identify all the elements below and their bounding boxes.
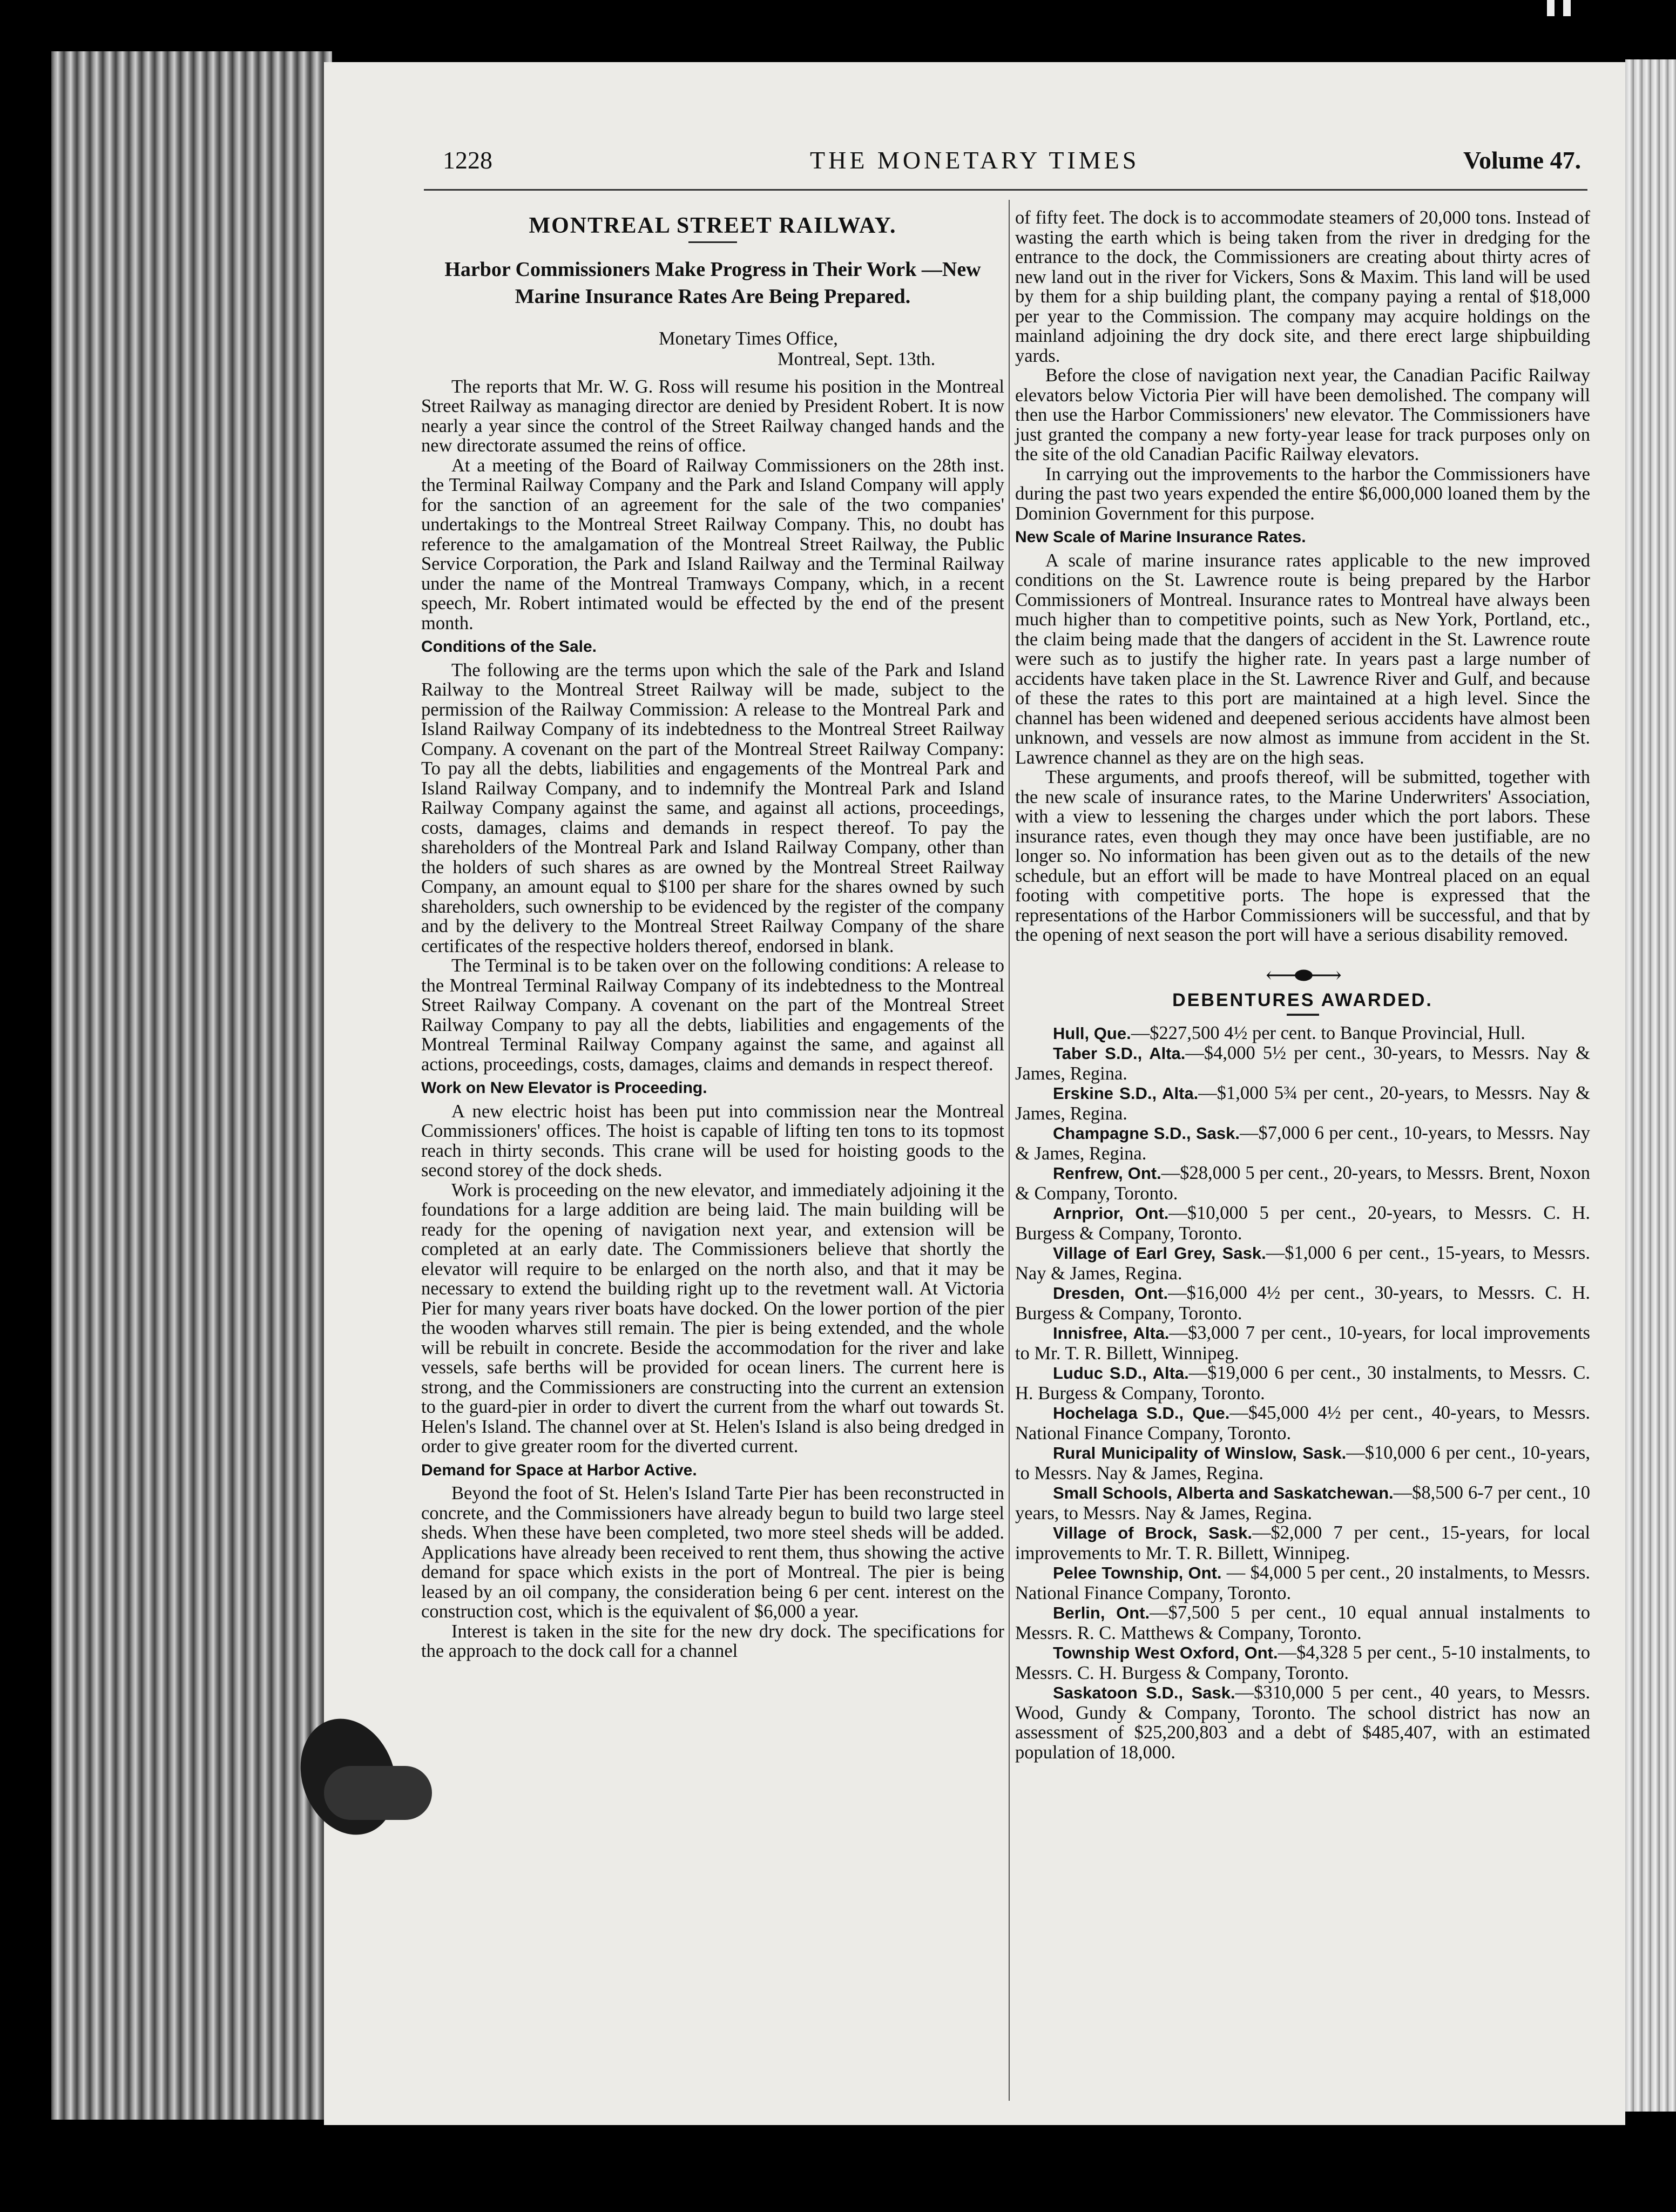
paragraph: The reports that Mr. W. G. Ross will resume his position in the Montreal Street Railway as managing director are denied by President Robert. It is now nearly a year since the control of the Street Railway changed hands and the new directorate assumed the reins of office. xyxy=(421,376,1004,456)
volume-label: Volume 47. xyxy=(1463,146,1582,174)
next-page-edge xyxy=(1625,59,1676,2112)
debenture-item: Saskatoon S.D., Sask.—$310,000 5 per cent., 40 years, to Messrs. Wood, Gundy & Company, Toronto. The school district has now an assessment of $25,200,803 and a debt of $485,407, with an estimated population of 18,000. xyxy=(1015,1682,1590,1763)
paragraph: Before the close of navigation next year, the Canadian Pacific Railway elevators below Victoria Pier will have been demolished. The company will then use the Harbor Commissioners' new elevator. The Commissioners have just granted the company a new forty-year lease for track purposes only on the site of the old Canadian Pacific Railway elevators. xyxy=(1015,365,1590,464)
debenture-item: Village of Brock, Sask.—$2,000 7 per cent., 15-years, for local improvements to Mr. T. R. Billett, Winnipeg. xyxy=(1015,1522,1590,1563)
title-rule xyxy=(688,241,737,243)
paragraph: A scale of marine insurance rates applicable to the new improved conditions on the St. Lawrence route is being prepared by the Harbor Commissioners of Montreal. Insurance rates to Montreal have always been much higher than to competitive points, such as New York, Portland, etc., the claim being made that the dangers of accident in the St. Lawrence route were such as to justify the higher rate. In years past a large number of accidents have taken place in the St. Lawrence River and Gulf, and because of these the rates to this port are maintained at a high level. Since the channel has been widened and deepened serious accidents have almost been unknown, and vessels are now almost as immune from accident in the St. Lawrence channel as they are on the high seas. xyxy=(1015,550,1590,768)
debenture-item: Rural Municipality of Winslow, Sask.—$10,000 6 per cent., 10-years, to Messrs. Nay & James, Regina. xyxy=(1015,1442,1590,1483)
paragraph: Beyond the foot of St. Helen's Island Tarte Pier has been reconstructed in concrete, and the Commissioners have already begun to build two large steel sheds. When these have been completed, two more steel sheds will be added. Applications have already been received to rent them, thus showing the active demand for space which exists in the port of Montreal. The pier is being leased by an oil company, the consideration being 6 per cent. interest on the construction cost, which is the equivalent of $6,000 a year. xyxy=(421,1483,1004,1622)
page-number: 1228 xyxy=(443,146,492,174)
publication-title: THE MONETARY TIMES xyxy=(810,146,1140,174)
debenture-item: Arnprior, Ont.—$10,000 5 per cent., 20-years, to Messrs. C. H. Burgess & Company, Toronto. xyxy=(1015,1203,1591,1244)
debentures-title: DEBENTURES AWARDED. xyxy=(1172,990,1433,1010)
debenture-item: Hochelaga S.D., Que.—$45,000 4½ per cent., 40-years, to Messrs. National Finance Company, Toronto. xyxy=(1015,1402,1590,1444)
article-subtitle: Harbor Commissioners Make Progress in Their Work —New Marine Insurance Rates Are Being Prepared. xyxy=(444,258,981,308)
paragraph: of fifty feet. The dock is to accommodate steamers of 20,000 tons. Instead of wasting the earth which is being taken from the river in dredging for the entrance to the dock, the Commissioners are creating about thirty acres of new land out in the river for Vickers, Sons & Maxim. This land will be used by them for a ship building plant, the company paying a rental of $18,000 per year to the Commission. The company may acquire holdings on the mainland adjoining the dry dock site, and there erect large shipbuilding yards. xyxy=(1015,207,1590,366)
debenture-item: Innisfree, Alta.—$3,000 7 per cent., 10-years, for local improvements to Mr. T. R. Billett, Winnipeg. xyxy=(1015,1323,1590,1364)
debenture-item: Taber S.D., Alta.—$4,000 5½ per cent., 30-years, to Messrs. Nay & James, Regina. xyxy=(1015,1043,1590,1084)
paragraph: Interest is taken in the site for the new dry dock. The specifications for the approach to the dock call for a channel xyxy=(421,1621,1004,1661)
debentures-list xyxy=(1015,1023,1590,1763)
paragraph: These arguments, and proofs thereof, will be submitted, together with the new scale of insurance rates, to the Marine Underwriters' Association, with a view to lessening the charges under which the port labors. These insurance rates, even though they may once have been justifiable, are no longer so. No information has been given out as to the details of the new schedule, but an effort will be made to have Montreal placed on an equal footing with competitive ports. The hope is expressed that the representations of the Harbor Commissioners will be successful, and that by the opening of next season the port will have a serious disability removed. xyxy=(1015,767,1590,945)
paragraph: In carrying out the improvements to the harbor the Commissioners have during the past two years expended the entire $6,000,000 loaned them by the Dominion Government for this purpose. xyxy=(1015,463,1590,524)
left-column xyxy=(421,208,1004,1661)
dateline-office: Monetary Times Office, xyxy=(659,328,838,349)
film-mark xyxy=(1563,0,1571,16)
debenture-item: Berlin, Ont.—$7,500 5 per cent., 10 equal annual instalments to Messrs. R. C. Matthews & Company, Toronto. xyxy=(1015,1602,1590,1643)
debenture-item: Luduc S.D., Alta.—$19,000 6 per cent., 30 instalments, to Messrs. C. H. Burgess & Company, Toronto. xyxy=(1015,1363,1590,1404)
section-heading: Conditions of the Sale. xyxy=(421,638,597,656)
debenture-item: Small Schools, Alberta and Saskatchewan.—$8,500 6-7 per cent., 10 years, to Messrs. Nay & James, Regina. xyxy=(1015,1482,1590,1523)
debentures-rule xyxy=(1287,1014,1319,1016)
debenture-item: Erskine S.D., Alta.—$1,000 5¾ per cent., 20-years, to Messrs. Nay & James, Regina. xyxy=(1015,1083,1590,1124)
debenture-item: Hull, Que.—$227,500 4½ per cent. to Banque Provincial, Hull. xyxy=(1053,1022,1525,1043)
paragraph: A new electric hoist has been put into commission near the Montreal Commissioners' offices. The hoist is capable of lifting ten tons to its topmost reach in thirty seconds. This crane will be used for hoisting goods to the second storey of the dock sheds. xyxy=(421,1101,1004,1181)
paragraph: At a meeting of the Board of Railway Commissioners on the 28th inst. the Terminal Railway Company and the Park and Island Company will apply for the sanction of an agreement for the sale of the two companies' undertakings to the Montreal Street Railway Company. This, no doubt has reference to the amalgamation of the Montreal Street Railway, the Public Service Corporation, the Park and Island Railway and the Terminal Railway under the name of the Montreal Tramways Company, which, in a recent speech, Mr. Robert intimated would be effected by the end of the present month. xyxy=(421,455,1004,633)
paragraph: The Terminal is to be taken over on the following conditions: A release to the Montreal Terminal Railway Company of its indebtedness to the Montreal Street Railway Company. A covenant on the part of the Montreal Street Railway Company to pay all the debts, liabilities and engagements of the Montreal Terminal Railway Company against the same, and against all actions, proceedings, costs, damages, claims and demands in respect thereof. xyxy=(421,955,1004,1075)
dateline-place: Montreal, Sept. 13th. xyxy=(778,348,936,369)
section-heading: Work on New Elevator is Proceeding. xyxy=(421,1079,707,1097)
article-title: MONTREAL STREET RAILWAY. xyxy=(529,213,897,238)
section-heading: New Scale of Marine Insurance Rates. xyxy=(1015,528,1306,546)
thumb-shadow xyxy=(324,1766,432,1820)
debenture-item: Champagne S.D., Sask.—$7,000 6 per cent., 10-years, to Messrs. Nay & James, Regina. xyxy=(1015,1123,1590,1164)
debenture-item: Renfrew, Ont.—$28,000 5 per cent., 20-years, to Messrs. Brent, Noxon & Company, Toronto. xyxy=(1015,1163,1590,1204)
ornament-divider: ⟵⬬⟶ xyxy=(1266,962,1340,987)
section-heading: Demand for Space at Harbor Active. xyxy=(421,1461,697,1479)
debenture-item: Village of Earl Grey, Sask.—$1,000 6 per cent., 15-years, to Messrs. Nay & James, Regina. xyxy=(1015,1243,1590,1284)
paragraph: Work is proceeding on the new elevator, and immediately adjoining it the foundations for a large addition are being laid. The main building will be ready for the opening of navigation next year, and extension will be completed at an early date. The Commissioners believe that shortly the elevator will require to be enlarged on the north also, and that it may be necessary to extend the building right up to the revetment wall. At Victoria Pier for many years river boats have docked. On the lower portion of the pier the wooden wharves still remain. The pier is being extended, and the whole will be rebuilt in concrete. Beside the accommodation for the river and lake vessels, safe berths will be provided for ocean liners. The current here is strong, and the Commissioners are constructing into the current an extension to the guard-pier in order to divert the current from the wharf out towards St. Helen's Island. The channel over at St. Helen's Island is also being dredged in order to give greater room for the diverted current. xyxy=(421,1179,1004,1456)
film-mark xyxy=(1547,0,1555,16)
book-page-edges xyxy=(51,51,332,2120)
column-divider xyxy=(1009,200,1010,2101)
dateline xyxy=(659,328,1004,369)
debenture-item: Pelee Township, Ont. — $4,000 5 per cent., 20 instalments, to Messrs. National Finance Company, Toronto. xyxy=(1015,1562,1590,1603)
paragraph: The following are the terms upon which the sale of the Park and Island Railway to the Montreal Street Railway will be made, subject to the permission of the Railway Commission: A release to the Montreal Park and Island Railway Company of its indebtedness to the Montreal Street Railway Company. A covenant on the part of the Montreal Street Railway Company: To pay all the debts, liabilities and engagements of the Montreal Park and Island Railway Company, and to indemnify the Montreal Park and Island Railway Company against the same, and against all actions, proceedings, costs, damages, claims and demands in respect thereof. To pay the shareholders of the Montreal Park and Island Railway Company, other than the holders of such shares as are owned by the Montreal Street Railway Company, an amount equal to $100 per share for the shares owned by such shareholders, such ownership to be evidenced by the register of the company and by the delivery to the Montreal Street Railway Company of the share certificates of the respective holders thereof, endorsed in blank. xyxy=(421,659,1004,956)
debenture-item: Dresden, Ont.—$16,000 4½ per cent., 30-years, to Messrs. C. H. Burgess & Company, Toronto. xyxy=(1015,1283,1590,1324)
right-column xyxy=(1015,208,1590,1762)
debenture-item: Township West Oxford, Ont.—$4,328 5 per cent., 5-10 instalments, to Messrs. C. H. Burgess & Company, Toronto. xyxy=(1015,1642,1590,1683)
header-rule xyxy=(424,189,1587,191)
